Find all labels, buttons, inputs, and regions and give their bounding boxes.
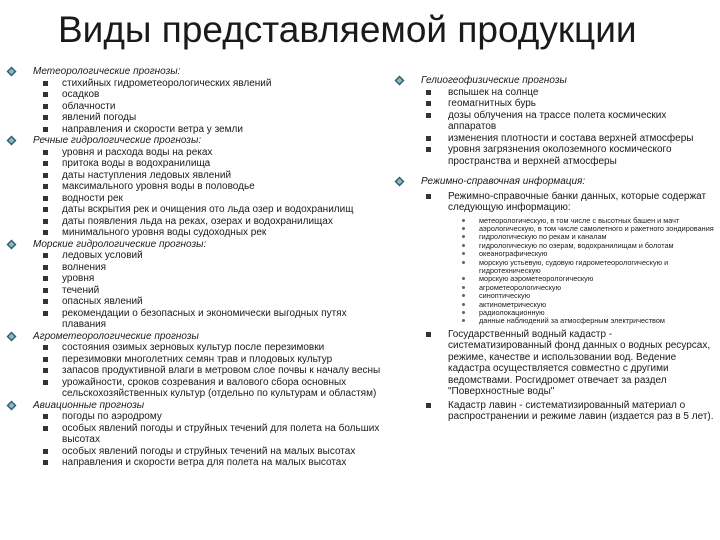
list-item-text: геомагнитных бурь <box>448 98 536 109</box>
dot-bullet-icon <box>462 311 465 314</box>
dot-bullet-icon <box>462 252 465 255</box>
section-title: Агрометеорологические прогнозы <box>33 330 199 342</box>
sub-list-item-text: гидрологическую по озерам, водохранилищам и болотам <box>479 240 674 250</box>
square-bullet-icon <box>43 161 48 166</box>
list-item <box>6 227 384 239</box>
list-item <box>394 87 716 99</box>
square-bullet-icon <box>43 299 48 304</box>
section-title: Речные гидрологические прогнозы: <box>33 135 202 146</box>
sub-list-item-text: радиолокационную <box>479 307 545 317</box>
dot-bullet-icon <box>462 235 465 238</box>
list-item-text: изменения плотности и состава верхней атмосферы <box>448 132 694 144</box>
list-item <box>6 112 384 124</box>
dot-bullet-icon <box>462 286 465 289</box>
square-bullet-icon <box>43 127 48 132</box>
list-item-text: водности рек <box>62 192 123 204</box>
sub-list-item-text: океанографическую <box>479 249 548 259</box>
sub-list-item-text: аэрологическую, в том числе самолетного и ракетного зондирования <box>479 223 714 233</box>
list-item-text: даты вскрытия рек и очищения ото льда озер и водохранилищ <box>62 204 354 215</box>
list-item-text: уровня и расхода воды на реках <box>62 146 213 158</box>
square-bullet-icon <box>43 230 48 235</box>
section-title: Авиационные прогнозы <box>33 399 145 411</box>
dot-bullet-icon <box>462 227 465 230</box>
square-bullet-icon <box>43 414 48 419</box>
sub-list-item-text: агрометеорологическую <box>479 282 562 292</box>
list-item <box>6 193 384 205</box>
dot-bullet-icon <box>462 303 465 306</box>
dot-bullet-icon <box>462 261 465 264</box>
list-item-text: особых явлений погоды и струйных течений для полета на больших высотах <box>62 422 380 445</box>
square-bullet-icon <box>43 115 48 120</box>
list-item <box>6 365 384 377</box>
right-column <box>394 75 716 423</box>
square-bullet-icon <box>43 380 48 385</box>
list-item-text: максимального уровня воды в половодье <box>62 181 255 192</box>
square-bullet-icon <box>43 426 48 431</box>
list-item <box>394 400 716 423</box>
list-item-text: состояния озимых зерновых культур после перезимовки <box>62 342 325 353</box>
square-bullet-icon <box>43 345 48 350</box>
list-item-text: явлений погоды <box>62 112 137 123</box>
sub-list-item <box>394 259 716 276</box>
list-item <box>6 457 384 469</box>
list-item <box>6 158 384 170</box>
square-bullet-icon <box>43 184 48 189</box>
diamond-bullet-icon <box>6 331 17 342</box>
list-item-text: стихийных гидрометеорологических явлений <box>62 77 272 89</box>
square-bullet-icon <box>426 194 431 199</box>
diamond-bullet-icon <box>6 239 17 250</box>
section-reference-info <box>394 176 716 423</box>
list-item <box>6 296 384 308</box>
square-bullet-icon <box>43 368 48 373</box>
list-item-text: волнения <box>62 261 106 273</box>
square-bullet-icon <box>43 449 48 454</box>
dot-bullet-icon <box>462 219 465 222</box>
list-item-text: дозы облучения на трассе полета космических аппаратов <box>448 109 667 132</box>
square-bullet-icon <box>426 147 431 152</box>
list-item-text: минимального уровня воды судоходных рек <box>62 227 267 238</box>
section <box>6 135 384 239</box>
section <box>6 66 384 135</box>
square-bullet-icon <box>426 332 431 337</box>
section-title: Морские гидрологические прогнозы: <box>33 238 207 250</box>
square-bullet-icon <box>43 196 48 201</box>
list-item-text: даты появления льда на реках, озерах и водохранилищах <box>62 215 333 227</box>
square-bullet-icon <box>43 92 48 97</box>
list-item <box>6 101 384 113</box>
square-bullet-icon <box>43 460 48 465</box>
list-item <box>6 204 384 216</box>
sub-list-item <box>394 242 716 250</box>
square-bullet-icon <box>43 104 48 109</box>
dot-bullet-icon <box>462 277 465 280</box>
sub-list-item <box>394 292 716 300</box>
square-bullet-icon <box>43 207 48 212</box>
section <box>6 400 384 469</box>
sub-list-item <box>394 317 716 325</box>
section-helio <box>394 75 716 167</box>
diamond-bullet-icon <box>6 66 17 77</box>
list-item-text: перезимовки многолетних семян трав и плодовых культур <box>62 353 333 365</box>
list-item-text: облачности <box>62 100 116 112</box>
sub-list-item-text: синоптическую <box>479 291 531 301</box>
list-item <box>6 411 384 423</box>
list-item <box>6 216 384 228</box>
list-item <box>6 377 384 400</box>
list-item-text: направления и скорости ветра для полета на малых высотах <box>62 457 347 468</box>
square-bullet-icon <box>426 90 431 95</box>
list-item-text: течений <box>62 284 100 296</box>
list-item-text: вспышек на солнце <box>448 86 539 98</box>
square-bullet-icon <box>426 113 431 118</box>
list-item <box>394 329 716 398</box>
page-title: Виды представляемой продукции <box>58 9 637 50</box>
section-title: Гелиогеофизические прогнозы <box>421 75 567 86</box>
list-item <box>394 191 716 214</box>
list-item-text: Кадастр лавин - систематизированный материал о распространении и режиме лавин (издается раз в 5 лет). <box>448 399 714 423</box>
section <box>6 331 384 400</box>
diamond-bullet-icon <box>6 135 17 146</box>
dot-bullet-icon <box>462 319 465 322</box>
square-bullet-icon <box>426 403 431 408</box>
list-item <box>394 133 716 145</box>
square-bullet-icon <box>426 101 431 106</box>
list-item-text: ледовых условий <box>62 250 143 261</box>
list-item <box>6 285 384 297</box>
section <box>6 239 384 331</box>
square-bullet-icon <box>43 311 48 316</box>
list-item <box>6 342 384 354</box>
sub-list-item-text: данные наблюдений за атмосферным электричеством <box>479 316 665 326</box>
list-item-text: уровня загрязнения околоземного космического пространства и верхней атмосферы <box>448 144 672 167</box>
list-item <box>6 170 384 182</box>
section-title: Метеорологические прогнозы: <box>33 66 181 77</box>
list-item <box>6 446 384 458</box>
left-column <box>6 66 384 469</box>
list-item <box>6 181 384 193</box>
square-bullet-icon <box>43 150 48 155</box>
list-item <box>6 273 384 285</box>
list-item-text: Режимно-справочные банки данных, которые содержат следующую информацию: <box>448 190 707 213</box>
list-item <box>6 78 384 90</box>
sub-list-item-text: морскую устьевую, судовую гидрометеорологическую и гидротехническую <box>479 257 669 275</box>
list-item <box>6 89 384 101</box>
sub-list-item <box>394 284 716 292</box>
list-item <box>394 110 716 133</box>
diamond-bullet-icon <box>394 176 405 187</box>
square-bullet-icon <box>43 81 48 86</box>
sub-list-item-text: актинометрическую <box>479 299 547 309</box>
square-bullet-icon <box>43 265 48 270</box>
list-item-text: уровня <box>62 273 95 284</box>
list-item <box>6 147 384 159</box>
square-bullet-icon <box>43 357 48 362</box>
section-title: Режимно-справочная информация: <box>421 176 586 187</box>
list-item <box>6 423 384 446</box>
diamond-bullet-icon <box>6 400 17 411</box>
list-item-text: Государственный водный кадастр - систематизированный фонд данных о водных ресурсах, режиме, качестве и использовании вод. Ведение кадастра осуществляется совместно с другими ведомствами. Росгидромет отвечает за раздел "Поверхностные воды" <box>448 328 711 398</box>
list-item-text: запасов продуктивной влаги в метровом слое почвы к началу весны <box>62 365 381 376</box>
dot-bullet-icon <box>462 294 465 297</box>
list-item-text: даты наступления ледовых явлений <box>62 169 232 181</box>
list-item <box>6 262 384 274</box>
list-item <box>6 354 384 366</box>
list-item-text: направления и скорости ветра у земли <box>62 123 243 135</box>
list-item <box>394 144 716 167</box>
square-bullet-icon <box>43 276 48 281</box>
sub-list-item-text: морскую аэрометеорологическую <box>479 274 594 284</box>
list-item-text: притока воды в водохранилища <box>62 158 211 169</box>
list-item <box>6 308 384 331</box>
sub-list-item-text: метеорологическую, в том числе с высотных башен и мачт <box>479 215 680 225</box>
square-bullet-icon <box>43 173 48 178</box>
dot-bullet-icon <box>462 244 465 247</box>
square-bullet-icon <box>43 288 48 293</box>
list-item-text: урожайности, сроков созревания и валового сбора основных сельскохозяйственных культур (отдельно по культурам и областям) <box>62 376 377 399</box>
list-item <box>6 250 384 262</box>
square-bullet-icon <box>43 219 48 224</box>
list-item-text: особых явлений погоды и струйных течений на малых высотах <box>62 445 356 457</box>
square-bullet-icon <box>43 253 48 258</box>
list-item <box>394 98 716 110</box>
list-item-text: опасных явлений <box>62 296 143 307</box>
list-item-text: погоды по аэродрому <box>62 411 162 422</box>
square-bullet-icon <box>426 136 431 141</box>
diamond-bullet-icon <box>394 75 405 86</box>
sub-list-item-text: гидрологическую по рекам и каналам <box>479 232 607 242</box>
list-item <box>6 124 384 136</box>
sub-list-item <box>394 301 716 309</box>
list-item-text: осадков <box>62 89 100 100</box>
list-item-text: рекомендации о безопасных и экономически выгодных путях плавания <box>62 307 347 330</box>
